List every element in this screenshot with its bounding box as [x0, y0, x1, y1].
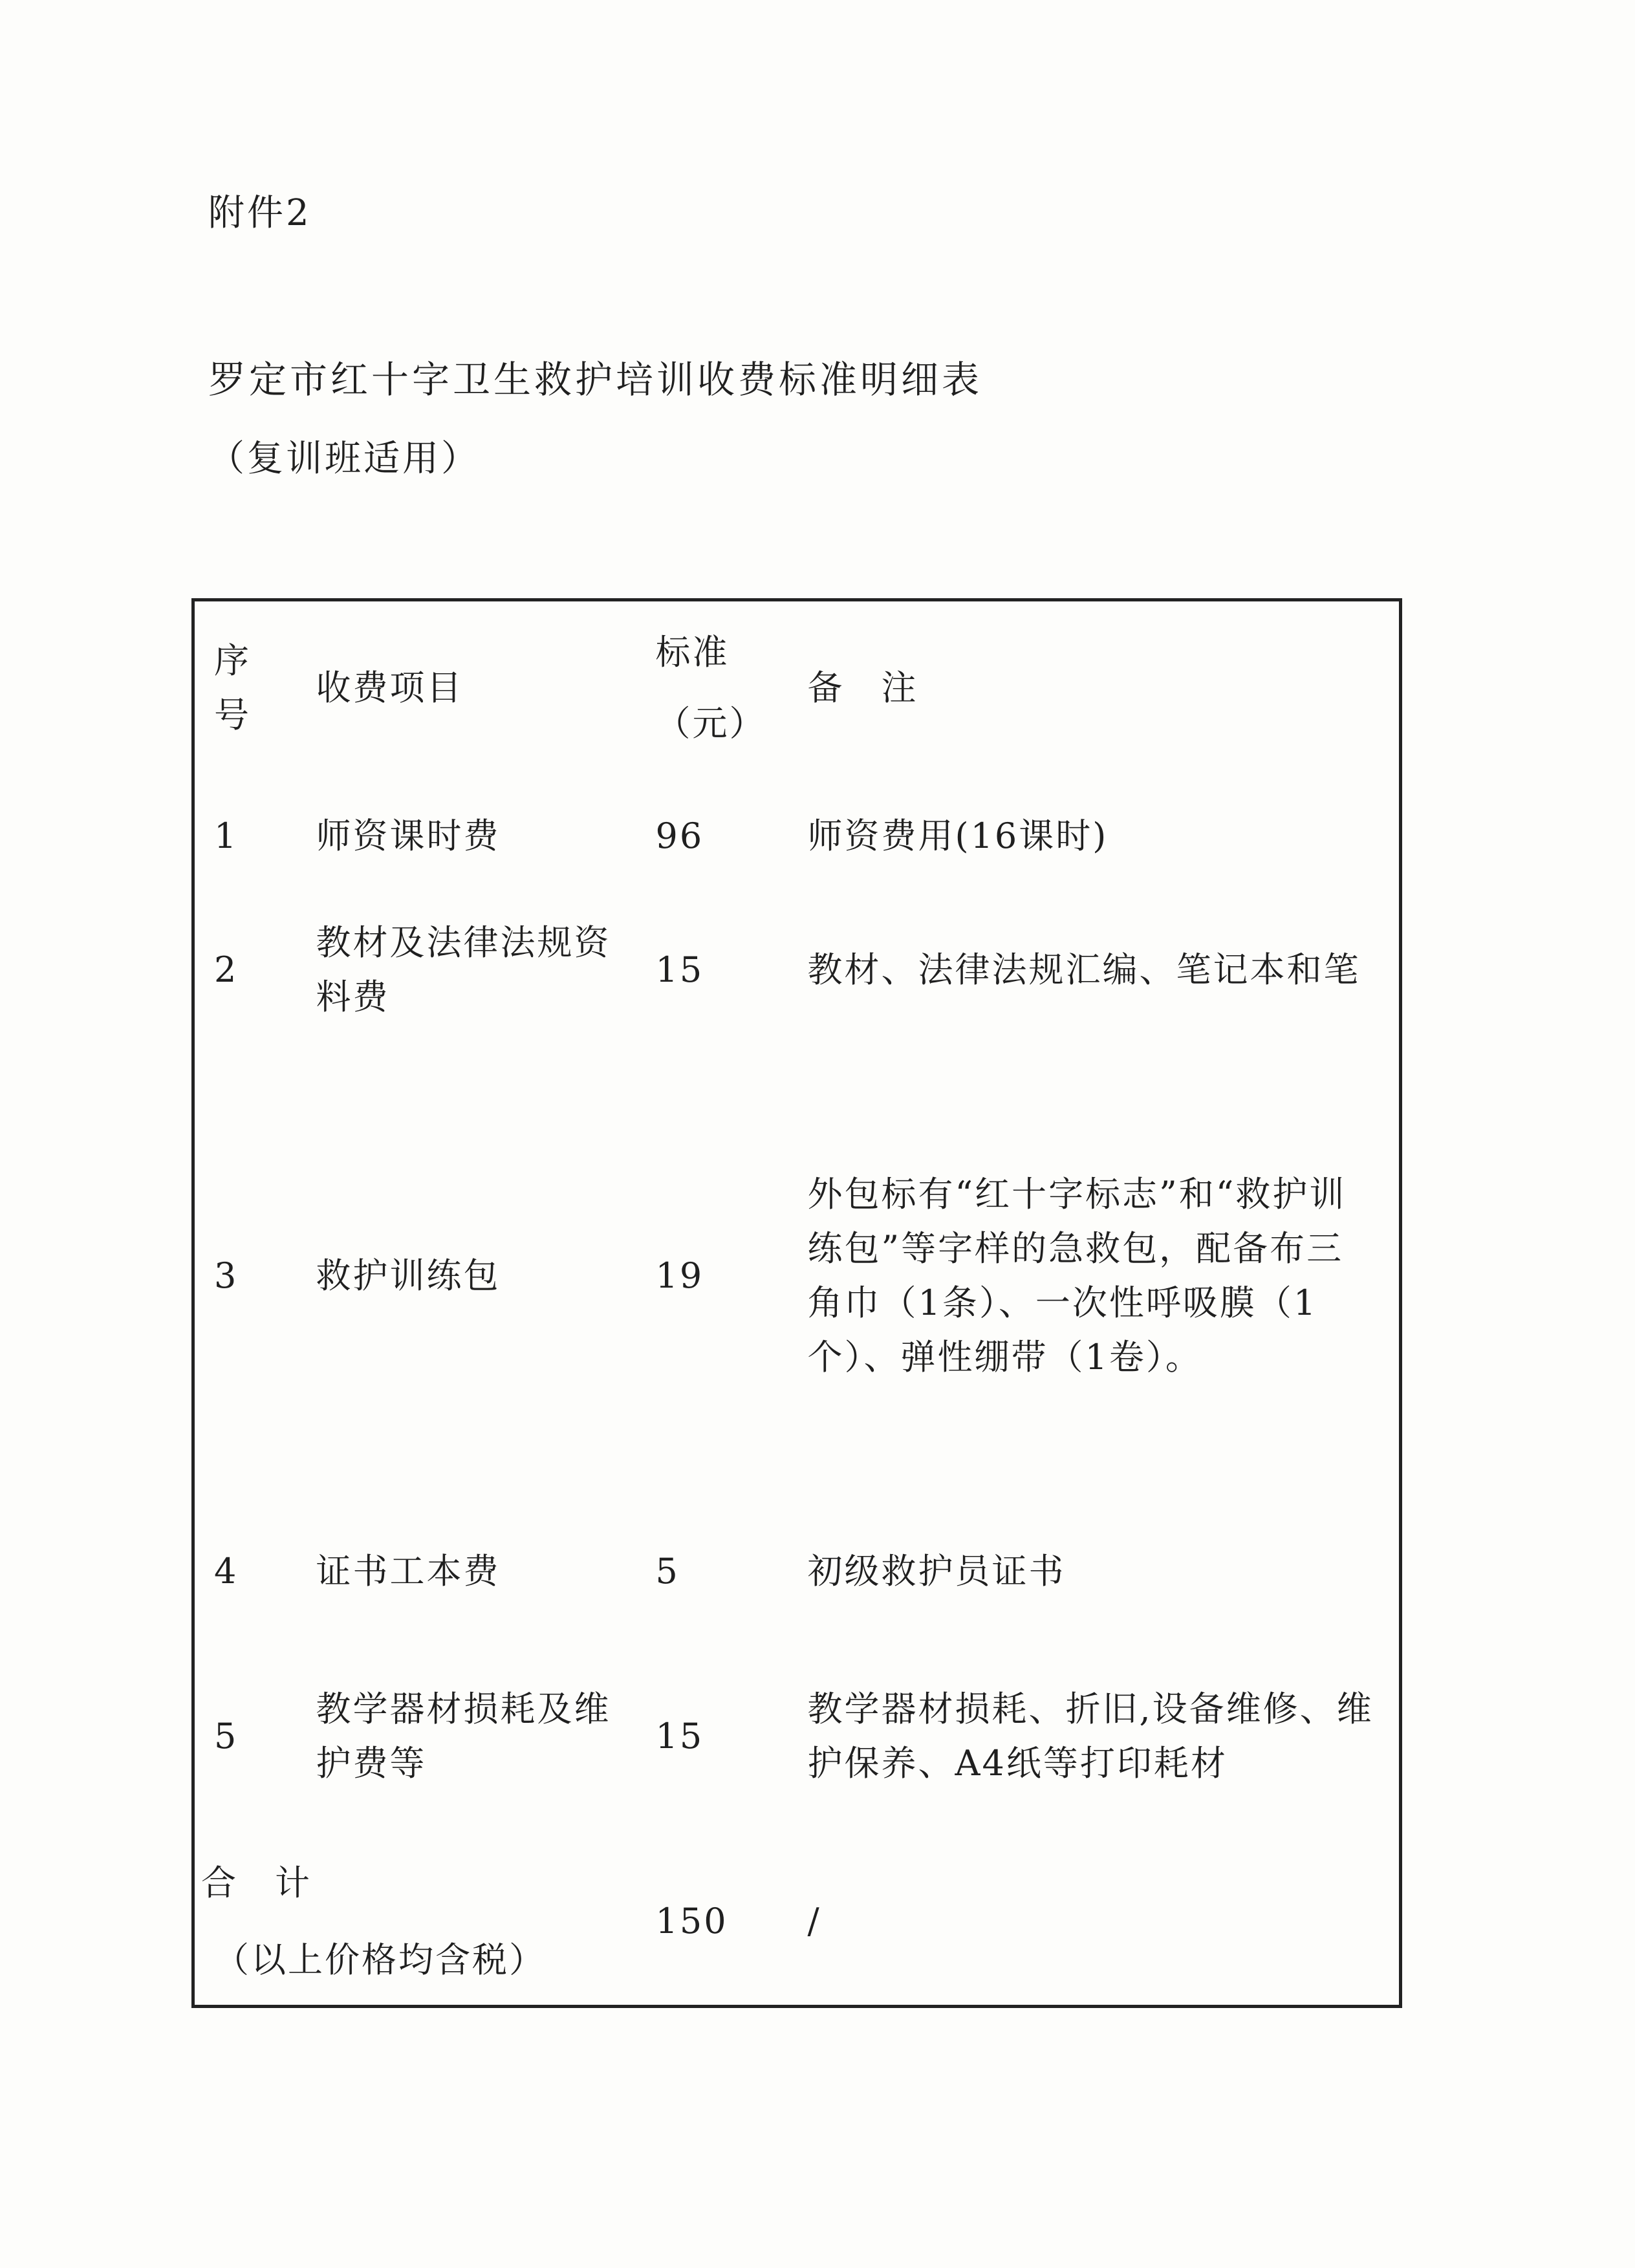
row-item: 证书工本费: [316, 1551, 501, 1592]
row-seq: 5: [214, 1716, 239, 1756]
row-standard: 19: [655, 1255, 704, 1296]
row-note: 教学器材损耗、折旧,设备维修、维护保养、A4纸等打印耗材: [807, 1689, 1374, 1784]
header-standard-line2: （元）: [655, 702, 766, 744]
table-row: [193, 1635, 1401, 1839]
header-note: 备 注: [807, 667, 918, 708]
header-seq-line2: 号: [214, 694, 251, 735]
total-row: [193, 1839, 1401, 2007]
table-row: [193, 1043, 1401, 1509]
total-label: [193, 1839, 636, 2007]
table-row: [193, 775, 1401, 898]
fee-standard-table: [191, 598, 1402, 2008]
total-label-line2: （以上价格均含税）: [214, 1939, 546, 1980]
header-seq-line1: 序: [214, 640, 251, 681]
row-item: 教材及法律法规资料费: [316, 922, 611, 1017]
row-seq: 1: [214, 815, 239, 856]
row-item: 教学器材损耗及维护费等: [316, 1689, 611, 1784]
row-seq: 2: [214, 949, 239, 990]
header-standard: [636, 600, 788, 775]
row-item: 师资课时费: [316, 815, 501, 856]
row-seq: 4: [214, 1551, 239, 1592]
header-item: 收费项目: [316, 667, 464, 708]
row-note: 初级救护员证书: [807, 1551, 1066, 1592]
table-header-row: [193, 600, 1401, 775]
document-title: 罗定市红十字卫生救护培训收费标准明细表: [208, 358, 983, 402]
document-subtitle: （复训班适用）: [208, 438, 480, 480]
row-standard: 5: [655, 1551, 680, 1592]
row-standard: 96: [655, 815, 704, 856]
row-seq: 3: [214, 1255, 239, 1296]
attachment-label: 附件2: [208, 192, 312, 234]
row-standard: 15: [655, 949, 704, 990]
row-note: 教材、法律法规汇编、笔记本和笔: [807, 949, 1361, 990]
row-item: 救护训练包: [316, 1255, 501, 1296]
total-label-line1: 合 计: [201, 1862, 312, 1903]
row-note: 师资费用(16课时): [807, 815, 1109, 856]
header-standard-line1: 标准: [655, 631, 730, 673]
row-note: 外包标有“红十字标志”和“救护训练包”等字样的急救包，配备布三角巾（1条）、一次性呼吸膜（1个）、弹性绷带（1卷）。: [807, 1173, 1347, 1377]
header-seq: [193, 600, 297, 775]
total-note: /: [807, 1901, 821, 1942]
total-standard: 150: [655, 1901, 728, 1942]
table-row: [193, 1509, 1401, 1635]
row-standard: 15: [655, 1716, 704, 1756]
table-row: [193, 898, 1401, 1043]
